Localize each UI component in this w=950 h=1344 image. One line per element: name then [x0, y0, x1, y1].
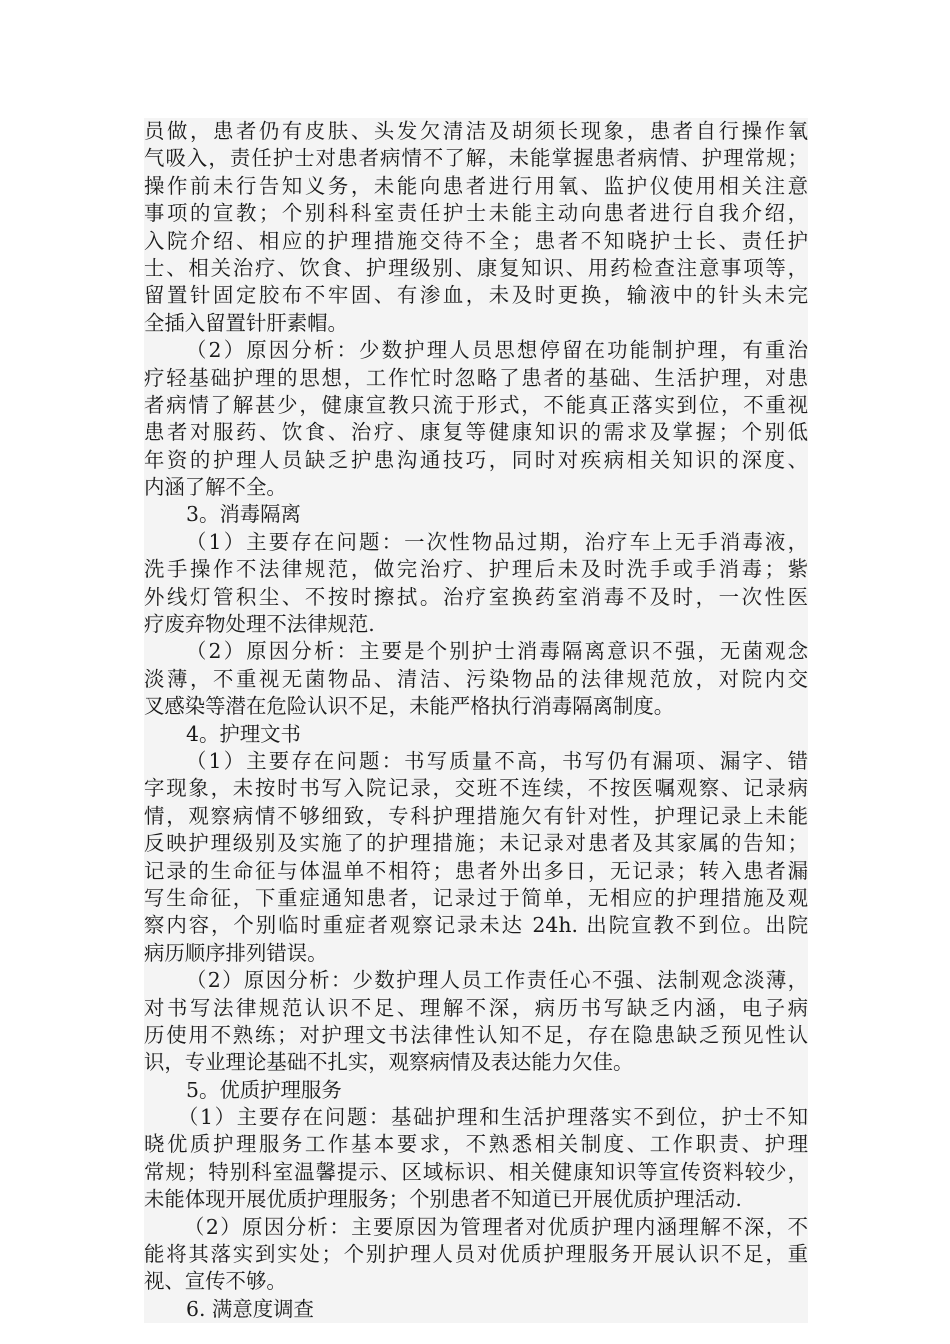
- text-line: 识，专业理论基础不扎实，观察病情及表达能力欠佳。: [144, 1050, 634, 1075]
- text-line: 者病情了解甚少，健康宣教只流于形式，不能真正落实到位，不重视: [144, 392, 808, 417]
- text-line: 视、宣传不够。: [144, 1269, 287, 1294]
- text-line: 气吸入，责任护士对患者病情不了解，未能掌握患者病情、护理常规；: [144, 146, 808, 171]
- text-line: （2）原因分析：少数护理人员工作责任心不强、法制观念淡薄，: [186, 968, 808, 993]
- text-line: 3。消毒隔离: [186, 502, 301, 527]
- text-line: 情，观察病情不够细致，专科护理措施欠有针对性，护理记录上未能: [144, 803, 808, 828]
- text-line: 字现象，未按时书写入院记录，交班不连续，不按医嘱观察、记录病: [144, 776, 808, 801]
- text-line: 常规；特别科室温馨提示、区域标识、相关健康知识等宣传资料较少，: [144, 1159, 808, 1184]
- text-line: 留置针固定胶布不牢固、有渗血，未及时更换，输液中的针头未完: [144, 283, 808, 308]
- text-line: （1）主要存在问题：基础护理和生活护理落实不到位，护士不知: [178, 1105, 808, 1130]
- text-line: 反映护理级别及实施了的护理措施；未记录对患者及其家属的告知；: [144, 831, 808, 856]
- text-line: 内涵了解不全。: [144, 475, 287, 500]
- text-line: 操作前未行告知义务，未能向患者进行用氧、监护仪使用相关注意: [144, 173, 808, 198]
- text-line: 淡薄，不重视无菌物品、清洁、污染物品的法律规范放，对院内交: [144, 666, 808, 691]
- text-line: 5。优质护理服务: [186, 1077, 342, 1102]
- text-line: 记录的生命征与体温单不相符；患者外出多日，无记录；转入患者漏: [144, 858, 808, 883]
- text-line: （1）主要存在问题：一次性物品过期，治疗车上无手消毒液，: [186, 529, 808, 554]
- text-line: 察内容，个别临时重症者观察记录未达 24h. 出院宣教不到位。出院: [144, 913, 808, 938]
- text-line: 病历顺序排列错误。: [144, 940, 328, 965]
- text-line: （2）原因分析：少数护理人员思想停留在功能制护理，有重治: [186, 338, 808, 363]
- text-line: 洗手操作不法律规范，做完治疗、护理后未及时洗手或手消毒；紫: [144, 557, 808, 582]
- text-line: 晓优质护理服务工作基本要求，不熟悉相关制度、工作职责、护理: [144, 1132, 808, 1157]
- text-line: 事项的宣教；个别科科室责任护士未能主动向患者进行自我介绍，: [144, 201, 808, 226]
- text-line: 外线灯管积尘、不按时擦拭。治疗室换药室消毒不及时，一次性医: [144, 584, 808, 609]
- text-line: 年资的护理人员缺乏护患沟通技巧，同时对疾病相关知识的深度、: [144, 447, 808, 472]
- text-line: 未能体现开展优质护理服务；个别患者不知道已开展优质护理活动.: [144, 1187, 742, 1212]
- text-line: （1）主要存在问题：书写质量不高，书写仍有漏项、漏字、错: [186, 748, 808, 773]
- text-line: （2）原因分析：主要是个别护士消毒隔离意识不强，无菌观念: [186, 639, 808, 664]
- text-line: 患者对服药、饮食、治疗、康复等健康知识的需求及掌握；个别低: [144, 420, 808, 445]
- text-line: 员做，患者仍有皮肤、头发欠清洁及胡须长现象，患者自行操作氧: [144, 119, 808, 143]
- text-line: 历使用不熟练；对护理文书法律性认知不足，存在隐患缺乏预见性认: [144, 1022, 808, 1047]
- text-line: 全插入留置针肝素帽。: [144, 310, 348, 335]
- text-line: 4。护理文书: [186, 721, 301, 746]
- text-line: 叉感染等潜在危险认识不足，未能严格执行消毒隔离制度。: [144, 694, 675, 719]
- text-line: 能将其落实到实处；个别护理人员对优质护理服务开展认识不足，重: [144, 1242, 808, 1267]
- text-line: （2）原因分析：主要原因为管理者对优质护理内涵理解不深，不: [184, 1214, 808, 1239]
- text-line: 疗废弃物处理不法律规范.: [144, 612, 375, 637]
- text-line: 入院介绍、相应的护理措施交待不全；患者不知晓护士长、责任护: [144, 228, 808, 253]
- text-line: 疗轻基础护理的思想，工作忙时忽略了患者的基础、生活护理，对患: [144, 365, 808, 390]
- text-line: 6. 满意度调查: [186, 1296, 314, 1321]
- text-line: 士、相关治疗、饮食、护理级别、康复知识、用药检查注意事项等，: [144, 255, 808, 280]
- document-body: [144, 118, 808, 1323]
- text-line: 写生命征，下重症通知患者，记录过于简单，无相应的护理措施及观: [144, 885, 808, 910]
- text-line: 对书写法律规范认识不足、理解不深，病历书写缺乏内涵，电子病: [144, 995, 808, 1020]
